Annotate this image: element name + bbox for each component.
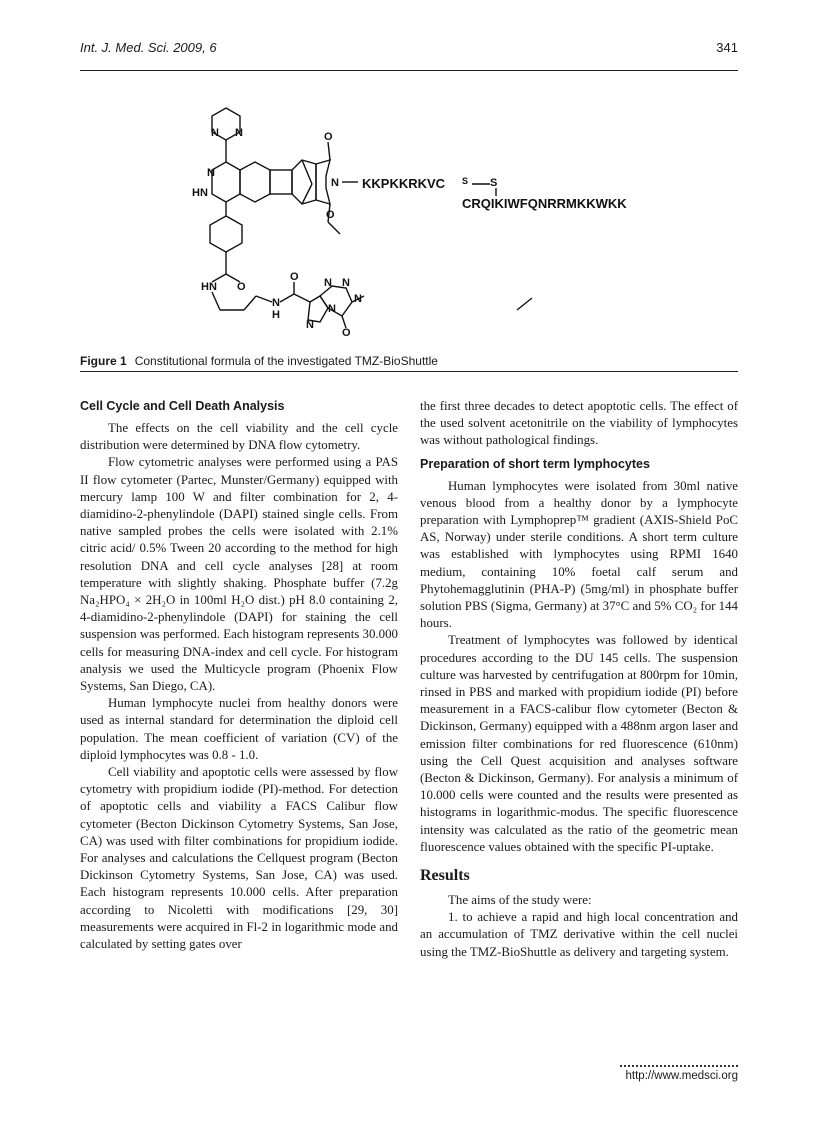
paragraph: the first three decades to detect apoptotic cells. The effect of the used solvent acetonitrile on the viability of lymphocytes was without pathological findings. [420, 399, 738, 448]
journal-url-link[interactable]: http://www.medsci.org [625, 1070, 738, 1082]
figure-caption [80, 354, 438, 368]
atom-label: H [272, 309, 280, 321]
figure-caption-text: Constitutional formula of the investigated TMZ-BioShuttle [134, 354, 438, 368]
atom-label: HN [192, 187, 208, 199]
imide-ring [316, 160, 330, 204]
results-heading: Results [420, 867, 470, 885]
atom-label: N [354, 293, 362, 305]
paragraph: The aims of the study were: [448, 893, 592, 908]
header-rule [80, 70, 738, 71]
paragraph: Treatment of lymphocytes was followed by identical procedures according to the DU 145 cells. The suspension culture was harvested by centrifugation at 800rpm for 10min, rinsed in PBS and marked with propidium iodide (PI) before measurement in a FACS-calibur flow cytometer (Becton & Dickinson, Germany) equipped with a 488nm argon laser and emission filter combinations for red fluorescence (610nm) using the Cell Quest acquisition and analyses software (Becton & Dickinson, Germany). For analysis a minimum of 10.000 cells were counted and the results were presented as histograms in logarithmic-modus. The specific fluorescence intensity was calculated as the ratio of the geometric mean fluorescence values obtained with the specific PI-uptake. [420, 633, 739, 854]
right-column [420, 398, 738, 961]
section-heading: Cell Cycle and Cell Death Analysis [80, 399, 285, 413]
atom-label: N [211, 127, 219, 139]
atom-label: N [306, 319, 314, 331]
atom-label: O [342, 327, 351, 339]
atom-label: N [272, 297, 280, 309]
atom-label: S [462, 176, 469, 186]
paragraph: The effects on the cell viability and the cell cycle distribution were determined by DNA flow cytometry. [80, 421, 398, 453]
atom-label: N [235, 127, 243, 139]
figure-label: Figure 1 [80, 354, 127, 368]
paragraph: Human lymphocytes were isolated from 30ml native venous blood from a healthy donor by a lymphocyte preparation with Lymphoprep™ gradient (AXIS-Shield PoC AS, Norway) under sterile conditions. A short term culture was established with lymphocytes using RPMI 1640 medium, containing 10% foetal calf serum and Phytohemagglutinin (PHA-P) (5mg/ml) in phosphate buffer solution PBS (Sigma, Germany) at 37°C and 5% CO₂ for 144 hours. [420, 478, 738, 631]
page-number: 341 [716, 40, 738, 55]
section-heading: Preparation of short term lymphocytes [420, 456, 650, 471]
atom-label: O [326, 209, 335, 221]
paragraph: 1. to achieve a rapid and high local concentration and an accumulation of TMZ derivative within the cell nuclei using the TMZ-BioShuttle as delivery and targeting system. [420, 910, 738, 959]
chemical-structure-figure [80, 72, 738, 352]
atom-label: N [342, 277, 350, 289]
atom-label: O [237, 281, 246, 293]
left-column [80, 398, 398, 953]
paragraph: Human lymphocyte nuclei from healthy donors were used as internal standard for determination the diploid cell population. The mean coefficient of variation (CV) of the diploid lymphocytes was 0.8 - 1.0. [80, 696, 398, 762]
atom-label: N [324, 277, 332, 289]
footer-dotted-rule [620, 1065, 738, 1067]
atom-label: O [290, 271, 299, 283]
peptide-sequence-1: KKPKKRKVC [362, 176, 446, 191]
tetrazine-ring [320, 286, 352, 316]
pyridazine-ring [212, 162, 240, 202]
peptide-sequence-2: CRQIKIWFQNRRMKKWKK [462, 196, 627, 211]
phenyl-ring [210, 216, 242, 252]
atom-label: O [324, 131, 333, 143]
atom-label: S [490, 177, 498, 189]
atom-label: N [328, 303, 336, 315]
journal-citation: Int. J. Med. Sci. 2009, 6 [80, 40, 217, 55]
atom-label: N [331, 177, 339, 189]
paragraph: Flow cytometric analyses were performed using a PAS II flow cytometer (Partec, Munster/Germany) equipped with mercury lamp 100 W and filter combination for 2, 4-diamidino-2-phenylindole (DAPI) stained single cells. From native sampled probes the cells were isolated with 2.1% citric acid/ 0.5% Tween 20 according to the method for high resolution DNA and cell cycle analyses [28] at room temperature with slightly shaking. Phosphate buffer (7.2g Na₂HPO₄ × 2H₂O in 100ml H₂O dist.) pH 8.0 containing 2, 4-diamidino-2-phenylindole (DAPI) for staining the cell suspension was performed. Each histogram represents 30.000 cells for measuring DNA-index and cell cycle. For histogram analysis we used the Multicycle program (Phoenix Flow Systems, San Diego, CA). [80, 455, 398, 694]
cage-ring-1 [240, 162, 270, 202]
atom-label: HN [201, 281, 217, 293]
atom-label: N [207, 167, 215, 179]
caption-rule [80, 371, 738, 372]
paragraph: Cell viability and apoptotic cells were assessed by flow cytometry with propidium iodide (PI)-method. For detection of apoptotic cells and viability a FACS Calibur flow cytometer (Becton Dickinson Cytometry Systems, San Jose, CA) was used with filter combinations for propidium iodide. For analyses and calculations the Cellquest program (Becton Dickinson Cytometry Systems, San Jose, CA) was used. Each histogram represents 10.000 cells. After preparation according to Nicoletti with modifications [29, 30] measurements were acquired in Fl-2 in logarithmic mode and calculated by setting gates over [80, 765, 398, 952]
cyclobutane-ring [270, 170, 292, 194]
